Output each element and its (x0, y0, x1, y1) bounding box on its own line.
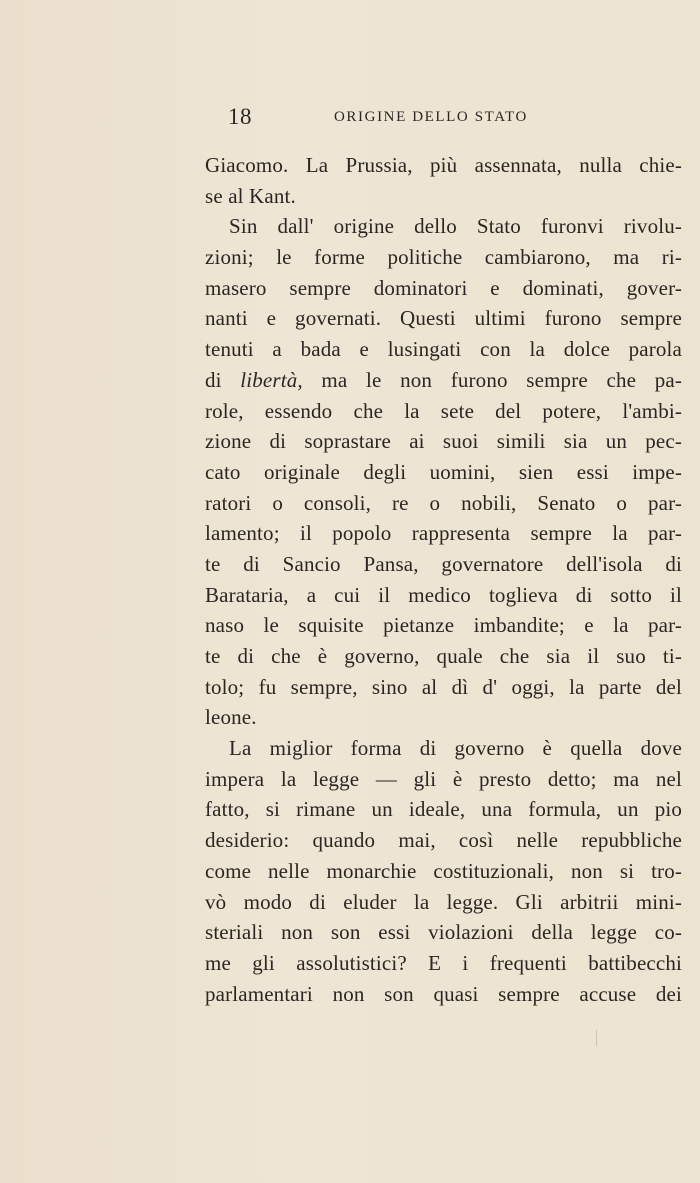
text-fragment: ratori o consoli, re o nobili, Senato o par- (205, 490, 682, 515)
text-line (205, 948, 682, 979)
text-line (205, 334, 682, 365)
text-fragment: masero sempre dominatori e dominati, gover- (205, 275, 682, 300)
text-fragment: zioni; le forme politiche cambiarono, ma ri- (205, 245, 682, 270)
text-line (205, 365, 682, 396)
text-line (205, 488, 682, 519)
text-fragment: Barataria, a cui il medico toglieva di sotto il (205, 582, 682, 607)
running-head (228, 104, 548, 134)
text-fragment: parlamentari non son quasi sempre accuse dei (205, 981, 682, 1006)
text-fragment: leone. (205, 705, 257, 730)
text-fragment: Sin dall' origine dello Stato furonvi rivolu- (229, 214, 682, 239)
text-fragment: vò modo di eluder la legge. Gli arbitrii mini- (205, 889, 682, 914)
text-fragment: tenuti a bada e lusingati con la dolce parola (205, 337, 682, 362)
text-line (205, 887, 682, 918)
text-fragment: nanti e governati. Questi ultimi furono sempre (205, 306, 682, 331)
text-fragment: fatto, si rimane un ideale, una formula, un pio (205, 797, 682, 822)
text-line (205, 979, 682, 1010)
text-fragment: naso le squisite pietanze imbandite; e la par- (205, 613, 682, 638)
text-line (205, 426, 682, 457)
text-line (205, 518, 682, 549)
body-text (205, 150, 682, 1009)
text-fragment: ma le non furono sempre che pa- (302, 367, 682, 392)
text-fragment: me gli assolutistici? E i frequenti battibecchi (205, 950, 682, 975)
text-line (205, 733, 682, 764)
text-line (205, 702, 682, 733)
text-fragment: steriali non son essi violazioni della legge co- (205, 920, 682, 945)
text-fragment: desiderio: quando mai, così nelle repubbliche (205, 828, 682, 853)
text-line (205, 457, 682, 488)
text-line (205, 549, 682, 580)
text-line (205, 273, 682, 304)
text-fragment: te di che è governo, quale che sia il suo ti- (205, 644, 682, 668)
text-line (205, 610, 682, 641)
text-line (205, 242, 682, 273)
text-line (205, 150, 682, 181)
text-fragment: se al Kant. (205, 183, 296, 208)
text-fragment: te di Sancio Pansa, governatore dell'isola di (205, 551, 682, 576)
text-line (205, 396, 682, 427)
italic-text: libertà, (240, 367, 303, 392)
text-line (205, 825, 682, 856)
text-line (205, 856, 682, 887)
text-fragment: tolo; fu sempre, sino al dì d' oggi, la parte del (205, 674, 682, 699)
text-fragment: come nelle monarchie costituzionali, non si tro- (205, 858, 682, 883)
text-fragment: zione di soprastare ai suoi simili sia un pec- (205, 429, 682, 454)
text-fragment: cato originale degli uomini, sien essi impe- (205, 459, 682, 484)
text-line (205, 672, 682, 703)
text-line (205, 764, 682, 795)
text-line (205, 794, 682, 825)
text-fragment: di (205, 367, 241, 392)
text-line (205, 303, 682, 334)
paper-speck (596, 1030, 597, 1046)
page-number: 18 (228, 104, 252, 129)
text-fragment: impera la legge — gli è presto detto; ma nel (205, 766, 682, 791)
text-fragment: role, essendo che la sete del potere, l'ambi- (205, 398, 682, 423)
text-fragment: La miglior forma di governo è quella dove (229, 736, 682, 761)
running-title: ORIGINE DELLO STATO (334, 109, 528, 125)
text-line (205, 917, 682, 948)
text-fragment: lamento; il popolo rappresenta sempre la par- (205, 521, 682, 546)
text-line (205, 211, 682, 242)
text-line (205, 580, 682, 611)
text-fragment: Giacomo. La Prussia, più assennata, nulla chie- (205, 153, 682, 177)
text-line (205, 181, 682, 212)
text-line (205, 641, 682, 672)
